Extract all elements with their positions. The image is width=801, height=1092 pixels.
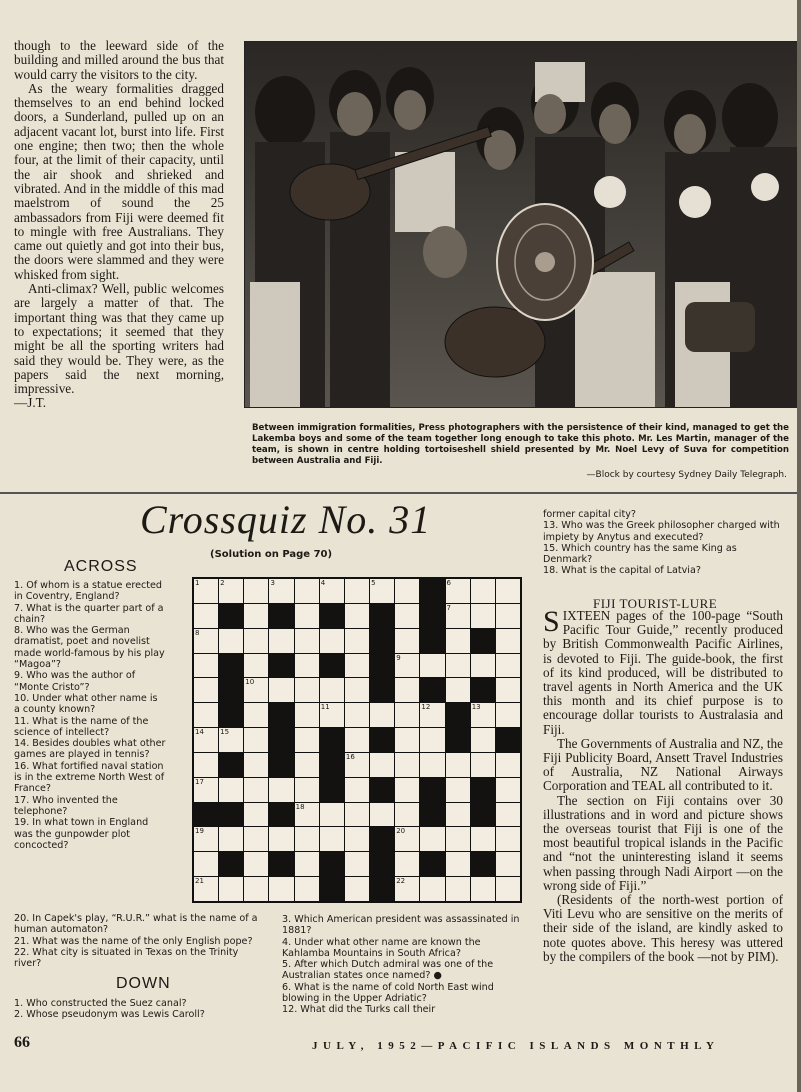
grid-cell	[345, 604, 369, 628]
page-number: 66	[14, 1034, 30, 1051]
grid-black-square	[370, 629, 394, 653]
clue: 18. What is the capital of Latvia?	[543, 565, 701, 577]
grid-cell	[471, 703, 495, 727]
article-left-column	[14, 39, 224, 411]
grid-cell	[194, 579, 218, 603]
grid-cell	[345, 579, 369, 603]
grid-cell	[496, 852, 520, 876]
clue: 21. What was the name of the only English pope?	[14, 935, 253, 947]
clue: 3. Which American president was assassinated in 1881?	[282, 914, 520, 937]
grid-cell	[345, 728, 369, 752]
grid-cell	[244, 852, 268, 876]
grid-cell	[194, 604, 218, 628]
grid-cell	[295, 654, 319, 678]
grid-cell	[295, 579, 319, 603]
down-clues-right	[543, 509, 788, 577]
clue: 20. In Capek's play, “R.U.R.” what is the name of a human automaton?	[14, 913, 258, 936]
grid-black-square	[420, 604, 444, 628]
grid-cell	[420, 654, 444, 678]
grid-cell	[446, 852, 470, 876]
grid-clue-number: 5	[371, 579, 376, 587]
photo-credit: —Block by courtesy Sydney Daily Telegraph.	[586, 470, 787, 480]
grid-cell	[395, 803, 419, 827]
grid-black-square	[370, 678, 394, 702]
grid-clue-number: 8	[195, 628, 200, 637]
grid-cell	[420, 877, 444, 901]
clue: 2. Whose pseudonym was Lewis Caroll?	[14, 1009, 205, 1021]
grid-cell	[320, 827, 344, 851]
grid-cell	[295, 778, 319, 802]
paragraph: though to the leeward side of the building and milled around the bus that would carry the visitors to the city.	[14, 38, 224, 82]
grid-black-square	[370, 728, 394, 752]
grid-cell	[496, 753, 520, 777]
grid-cell	[395, 753, 419, 777]
grid-cell	[420, 753, 444, 777]
grid-clue-number: 19	[195, 827, 204, 836]
grid-cell	[244, 827, 268, 851]
clue: 19. In what town in England was the gunpowder plot concocted?	[14, 817, 149, 851]
grid-cell	[244, 778, 268, 802]
grid-cell	[269, 579, 293, 603]
grid-cell	[269, 827, 293, 851]
grid-cell	[244, 579, 268, 603]
grid-black-square	[320, 604, 344, 628]
grid-cell	[219, 877, 243, 901]
grid-cell	[244, 728, 268, 752]
grid-cell	[244, 877, 268, 901]
grid-cell	[345, 877, 369, 901]
grid-black-square	[219, 678, 243, 702]
grid-black-square	[471, 778, 495, 802]
author-signature: —J.T.	[14, 395, 46, 411]
grid-cell	[496, 654, 520, 678]
clue: 12. What did the Turks call their	[282, 1004, 436, 1016]
grid-cell	[446, 604, 470, 628]
grid-cell	[244, 753, 268, 777]
grid-cell	[345, 778, 369, 802]
grid-black-square	[219, 604, 243, 628]
grid-cell	[496, 703, 520, 727]
grid-cell	[320, 629, 344, 653]
grid-cell	[320, 678, 344, 702]
clue: former capital city?	[543, 509, 637, 520]
grid-clue-number: 4	[320, 579, 326, 587]
grid-cell	[295, 753, 319, 777]
grid-black-square	[420, 852, 444, 876]
grid-cell	[345, 678, 369, 702]
grid-cell	[496, 778, 520, 802]
grid-clue-number: 22	[396, 877, 406, 886]
grid-cell	[194, 728, 218, 752]
grid-black-square	[370, 827, 394, 851]
grid-black-square	[320, 778, 344, 802]
grid-black-square	[446, 728, 470, 752]
clue: 7. What is the quarter part of a chain?	[14, 602, 164, 625]
grid-cell	[320, 703, 344, 727]
grid-cell	[395, 827, 419, 851]
grid-cell	[194, 629, 218, 653]
paragraph: IXTEEN pages of the 100-page “South Pacific Tour Guide,” recently produced by British Commonwealth Pacific Airlines, is devoted to Fiji. The guide-book, the first of its kind produced, will be distributed to travel agents in North America and the UK this month and its chief purpose is to encourage dollar tourists to Australasia and Fiji.	[543, 608, 783, 737]
photo-caption: Between immigration formalities, Press photographers with the persistence of their kind, managed to get the Lakemba boys and some of the team together long enough to take this photo. Mr. Les Martin, manager of the team, is shown in centre holding tortoiseshell shield presented by Mr. Noel Levy of Suva for competition between Australia and Fiji.	[252, 423, 789, 466]
grid-cell	[420, 703, 444, 727]
grid-cell	[395, 604, 419, 628]
grid-cell	[395, 877, 419, 901]
grid-cell	[471, 654, 495, 678]
grid-black-square	[194, 803, 218, 827]
across-clues	[14, 580, 166, 851]
drop-cap: S	[543, 605, 560, 638]
across-clues-wide	[14, 913, 262, 969]
grid-cell	[219, 778, 243, 802]
grid-clue-number: 6	[446, 579, 451, 587]
grid-cell	[295, 803, 319, 827]
paragraph: (Residents of the north-west portion of Viti Levu who are sensitive on the merits of their side of the island, are kindly asked to note quotes above. This heresy was uttered by the compilers of the book —not by PIM).	[543, 892, 783, 964]
grid-black-square	[496, 728, 520, 752]
grid-cell	[345, 753, 369, 777]
clue: 11. What is the name of the science of intellect?	[14, 715, 149, 738]
crossword-grid	[192, 577, 522, 903]
clue: 22. What city is situated in Texas on the Trinity river?	[14, 946, 239, 970]
grid-black-square	[269, 654, 293, 678]
grid-cell	[446, 579, 470, 603]
grid-clue-number: 13	[471, 703, 481, 712]
grid-clue-number: 12	[421, 703, 431, 712]
clue: 15. Which country has the same King as Denmark?	[543, 542, 737, 566]
grid-black-square	[370, 852, 394, 876]
grid-cell	[446, 629, 470, 653]
grid-cell	[244, 654, 268, 678]
grid-clue-number: 10	[245, 678, 255, 687]
grid-cell	[370, 803, 394, 827]
grid-cell	[219, 629, 243, 653]
grid-cell	[194, 827, 218, 851]
grid-cell	[194, 678, 218, 702]
grid-black-square	[219, 803, 243, 827]
grid-cell	[345, 654, 369, 678]
grid-cell	[496, 877, 520, 901]
grid-black-square	[269, 803, 293, 827]
grid-cell	[395, 703, 419, 727]
grid-clue-number: 21	[195, 877, 204, 886]
grid-black-square	[219, 753, 243, 777]
across-heading: ACROSS	[64, 558, 138, 575]
grid-cell	[295, 728, 319, 752]
grid-black-square	[370, 778, 394, 802]
grid-clue-number: 16	[345, 752, 355, 761]
grid-clue-number: 18	[295, 802, 305, 811]
section-divider	[0, 492, 801, 494]
grid-black-square	[269, 604, 293, 628]
grid-black-square	[446, 703, 470, 727]
grid-black-square	[320, 728, 344, 752]
grid-black-square	[219, 654, 243, 678]
grid-black-square	[471, 803, 495, 827]
grid-cell	[269, 778, 293, 802]
grid-cell	[395, 678, 419, 702]
clue: 8. Who was the German dramatist, poet and novelist made world-famous by his play “Magoa”?	[14, 625, 165, 671]
grid-cell	[471, 753, 495, 777]
grid-cell	[370, 579, 394, 603]
grid-cell	[295, 827, 319, 851]
grid-cell	[496, 579, 520, 603]
grid-black-square	[269, 852, 293, 876]
grid-cell	[471, 604, 495, 628]
clue: 1. Who constructed the Suez canal?	[14, 998, 187, 1009]
clue: 13. Who was the Greek philosopher charged with impiety by Anytus and executed?	[543, 520, 780, 543]
grid-cell	[471, 877, 495, 901]
grid-cell	[446, 877, 470, 901]
grid-cell	[244, 703, 268, 727]
grid-cell	[244, 604, 268, 628]
grid-cell	[446, 654, 470, 678]
paragraph: The Governments of Australia and NZ, the Fiji Publicity Board, Ansett Travel Industries of Australia, NZ National Airways Corporation and TEAL all contributed to it.	[543, 735, 783, 794]
grid-clue-number: 11	[320, 703, 330, 712]
grid-cell	[496, 827, 520, 851]
grid-cell	[395, 579, 419, 603]
grid-cell	[395, 654, 419, 678]
grid-clue-number: 17	[195, 777, 204, 786]
grid-cell	[219, 728, 243, 752]
grid-clue-number: 20	[396, 827, 406, 836]
grid-cell	[345, 827, 369, 851]
grid-cell	[194, 654, 218, 678]
clue: 4. Under what other name are known the Kahlamba Mountains in South Africa?	[282, 936, 481, 959]
grid-cell	[269, 877, 293, 901]
grid-clue-number: 1	[195, 579, 200, 587]
grid-cell	[320, 579, 344, 603]
grid-cell	[395, 728, 419, 752]
clue: 1. Of whom is a statue erected in Coventry, England?	[14, 580, 163, 603]
grid-cell	[496, 803, 520, 827]
grid-cell	[244, 629, 268, 653]
grid-cell	[420, 728, 444, 752]
grid-cell	[395, 852, 419, 876]
grid-cell	[320, 803, 344, 827]
grid-cell	[295, 678, 319, 702]
grid-black-square	[471, 852, 495, 876]
grid-clue-number: 9	[396, 653, 401, 662]
tortoiseshell-shield	[497, 204, 593, 320]
grid-clue-number: 2	[220, 579, 225, 587]
grid-cell	[219, 827, 243, 851]
grid-black-square	[320, 753, 344, 777]
footer-issue-line: JULY, 1952—PACIFIC ISLANDS MONTHLY	[312, 1040, 720, 1052]
grid-cell	[345, 703, 369, 727]
grid-cell	[496, 629, 520, 653]
grid-cell	[395, 778, 419, 802]
grid-cell	[219, 579, 243, 603]
grid-cell	[295, 877, 319, 901]
clue: 9. Who was the author of “Monte Cristo”?	[14, 670, 136, 693]
down-clues-middle	[282, 914, 522, 1016]
grid-cell	[244, 678, 268, 702]
grid-cell	[194, 852, 218, 876]
grid-black-square	[420, 629, 444, 653]
solution-note: (Solution on Page 70)	[210, 549, 333, 560]
grid-cell	[194, 778, 218, 802]
photo-illustration	[245, 42, 800, 407]
down-heading: DOWN	[116, 975, 171, 992]
grid-cell	[420, 827, 444, 851]
clue: 16. What fortified naval station is in the extreme North West of France?	[14, 760, 165, 795]
grid-cell	[345, 629, 369, 653]
grid-cell	[370, 753, 394, 777]
clue: 17. Who invented the telephone?	[14, 794, 118, 817]
grid-cell	[295, 852, 319, 876]
grid-cell	[446, 778, 470, 802]
grid-cell	[244, 803, 268, 827]
grid-black-square	[320, 852, 344, 876]
grid-cell	[345, 803, 369, 827]
article-heading: FIJI TOURIST-LURE	[593, 596, 718, 611]
grid-black-square	[320, 654, 344, 678]
grid-cell	[194, 753, 218, 777]
paragraph: The section on Fiji contains over 30 illustrations and in word and picture shows the overseas tourist that Fiji is one of the most beautiful tropical islands in the Pacific and “not the uninteresting island it seems when passing through Nadi Airport —on the wrong side of Fiji.”	[543, 792, 783, 893]
grid-cell	[295, 629, 319, 653]
grid-black-square	[370, 604, 394, 628]
grid-clue-number: 3	[270, 579, 275, 587]
paragraph: Anti-climax? Well, public welcomes are largely a matter of that. The important thing was that they came up to expectations; it seemed that they might be all the sporting writers had said they would be. They were, as the papers said the next morning, impressive.	[14, 281, 224, 397]
grid-black-square	[370, 877, 394, 901]
grid-black-square	[219, 852, 243, 876]
grid-cell	[370, 703, 394, 727]
clue: 10. Under what other name is a county known?	[14, 692, 158, 716]
grid-black-square	[420, 803, 444, 827]
grid-cell	[446, 827, 470, 851]
grid-black-square	[269, 703, 293, 727]
grid-cell	[496, 604, 520, 628]
grid-cell	[446, 753, 470, 777]
grid-clue-number: 14	[195, 728, 204, 737]
grid-black-square	[269, 728, 293, 752]
grid-black-square	[420, 778, 444, 802]
grid-black-square	[219, 703, 243, 727]
grid-cell	[446, 803, 470, 827]
grid-black-square	[320, 877, 344, 901]
team-photo	[244, 41, 801, 408]
grid-cell	[269, 678, 293, 702]
fiji-article-body	[543, 605, 783, 964]
grid-cell	[269, 629, 293, 653]
grid-cell	[395, 629, 419, 653]
down-clues-left	[14, 998, 264, 1021]
grid-cell	[295, 703, 319, 727]
clue: 5. After which Dutch admiral was one of the Australian states once named? ●	[282, 959, 494, 982]
grid-cell	[446, 678, 470, 702]
grid-black-square	[420, 579, 444, 603]
grid-cell	[194, 877, 218, 901]
grid-cell	[345, 852, 369, 876]
grid-black-square	[370, 654, 394, 678]
grid-cell	[295, 604, 319, 628]
grid-cell	[471, 728, 495, 752]
grid-cell	[496, 678, 520, 702]
grid-clue-number: 7	[446, 603, 451, 612]
grid-black-square	[471, 629, 495, 653]
grid-cell	[194, 703, 218, 727]
grid-black-square	[420, 678, 444, 702]
paragraph: As the weary formalities dragged themselves to an end behind locked doors, a Sunderland, pulled up on an adjacent vacant lot, burst into life. First one engine; then two; then the whole four, at the limit of their capacity, until the air shook and shrieked and vibrated. And in the middle of this mad maelstrom of sound the 25 ambassadors from Fiji were deemed fit to mingle with free Australians. They came out quietly and got into their bus, the doors were slammed and they were whisked from sight.	[14, 80, 224, 282]
clue: 6. What is the name of cold North East wind blowing in the Upper Adriatic?	[282, 981, 494, 1005]
grid-clue-number: 15	[220, 728, 230, 737]
grid-black-square	[471, 678, 495, 702]
clue: 14. Besides doubles what other games are played in tennis?	[14, 738, 166, 761]
grid-black-square	[269, 753, 293, 777]
grid-cell	[471, 579, 495, 603]
crossquiz-title: Crossquiz No. 31	[140, 497, 432, 542]
page-edge	[797, 0, 801, 1092]
grid-cell	[471, 827, 495, 851]
